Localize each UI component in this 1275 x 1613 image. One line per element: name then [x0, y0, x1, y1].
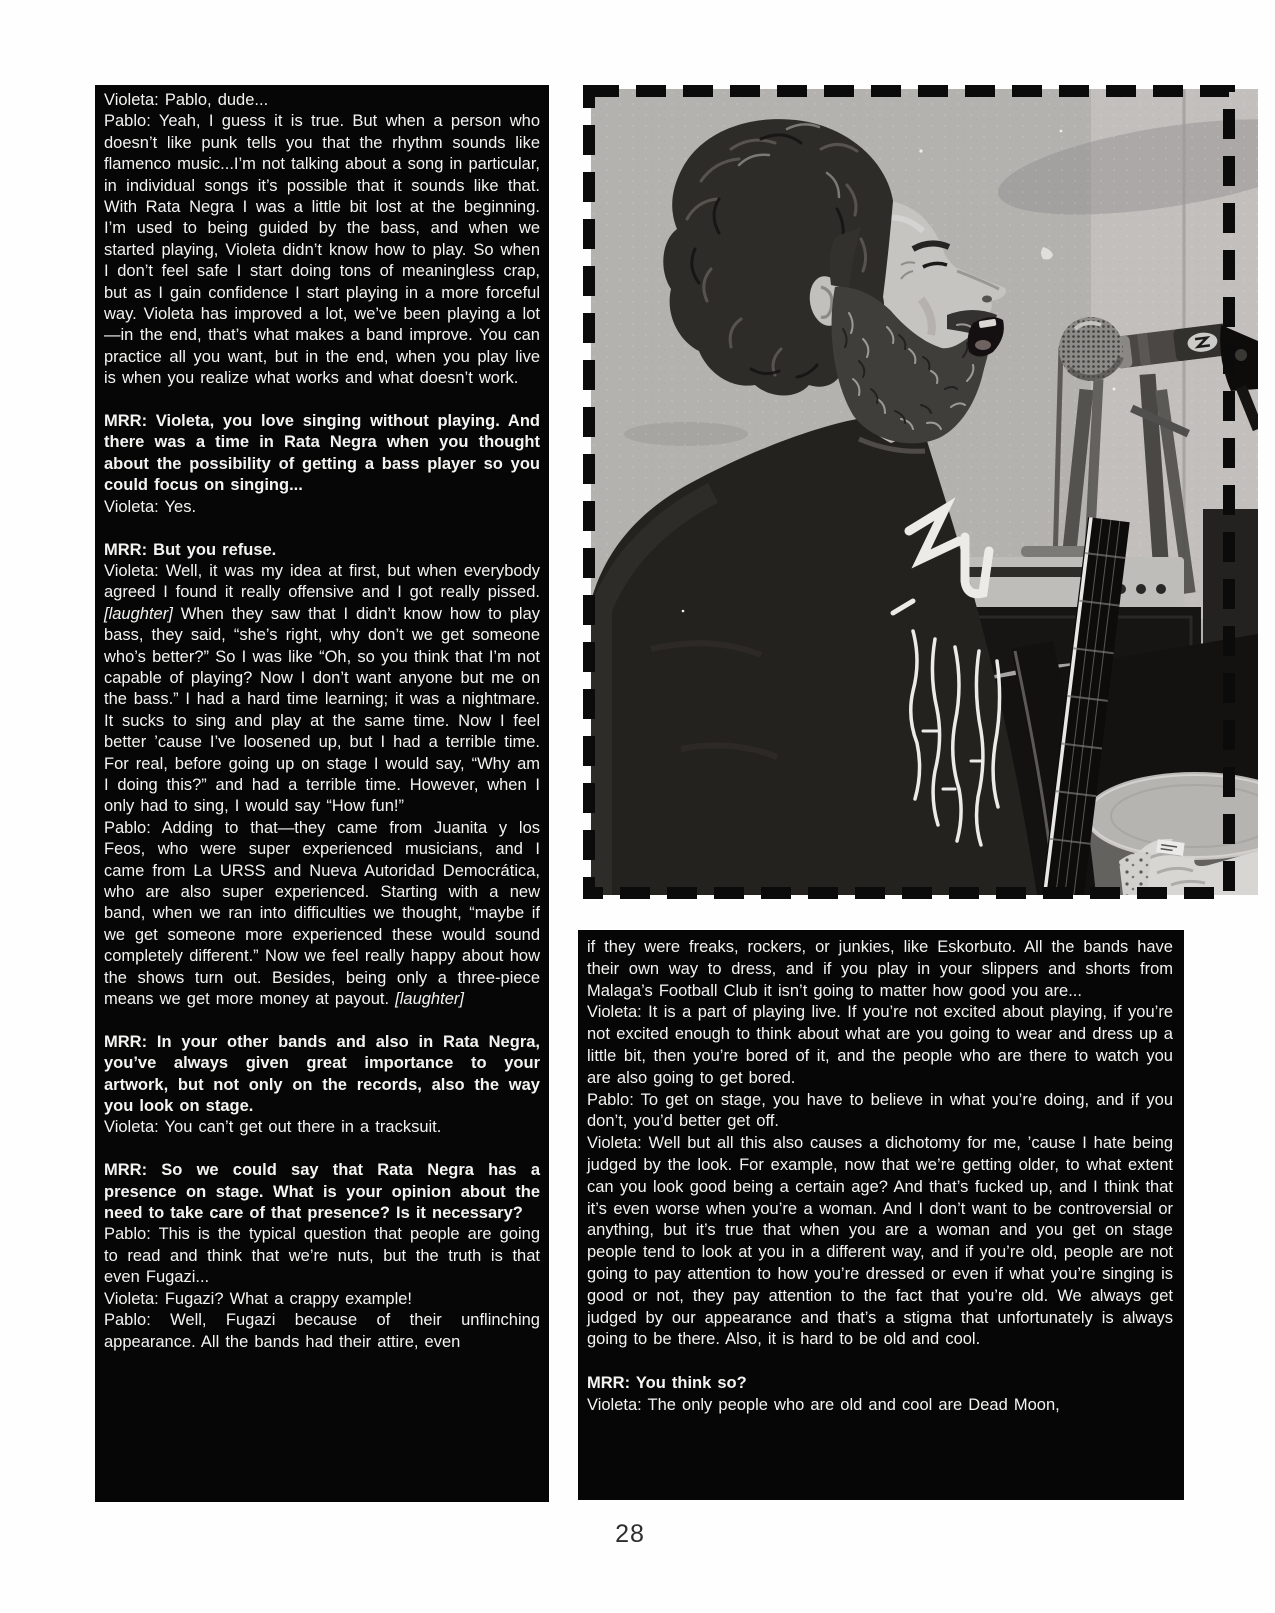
- band-photo-illustration: [577, 79, 1258, 905]
- interviewer-question: MRR: In your other bands and also in Rata Negra, you’ve always given great importance to your artwork, but not only on the records, also the way you look on stage.: [104, 1032, 540, 1116]
- interview-answer: Pablo: This is the typical question that people are going to read and think that we’re nuts, but the truth is that even Fugazi...: [104, 1225, 540, 1287]
- paragraph-gap: [587, 1351, 1173, 1373]
- interview-answer: Violeta: Pablo, dude...: [104, 91, 269, 109]
- interviewer-question: MRR: But you refuse.: [104, 540, 277, 559]
- laughter-note: [laughter]: [395, 990, 464, 1009]
- paragraph-gap: [104, 1010, 540, 1031]
- laughter-note: [laughter]: [104, 604, 173, 623]
- interview-answer: Violeta: It is a part of playing live. If you’re not excited about playing, if you’re not excited enough to think about what are you going to wear and dress up a little bit, then you’re bored of it, and the people who are there to watch you are also going to get bored.: [587, 1003, 1173, 1087]
- interview-answer: Violeta: The only people who are old and cool are Dead Moon,: [587, 1395, 1060, 1414]
- interview-answer: Pablo: Well, Fugazi because of their unflinching appearance. All the bands had their attire, even: [104, 1311, 540, 1351]
- interview-answer: Violeta: You can’t get out there in a tracksuit.: [104, 1118, 442, 1137]
- interview-answer: Violeta: Well but all this also causes a dichotomy for me, ’cause I hate being judged by the look. For example, now that we’re getting older, to what extent can you look good being a certain age? And that’s fucked up, and I think that it’s even worse when you’re a woman. And I don’t want to be controversial or anything, but it’s true that when you are a woman and you get on stage people tend to look at you in a different way, and if you’re old, people are not going to pay attention to how you’re dressed or even if what you’re singing is good or not, they pay attention to the fact that you’re old. We always get judged by our appearance and that’s a stigma that unfortunately is always going to be there. Also, it is hard to be old and cool.: [587, 1134, 1173, 1349]
- interview-column-right: [578, 930, 1184, 1500]
- interview-answer: if they were freaks, rockers, or junkies, like Eskorbuto. All the bands have their own way to dress, and if you play in your slippers and shorts from Malaga’s Football Club it isn’t going to matter how good you are...: [587, 938, 1173, 1000]
- band-photo: [577, 79, 1258, 905]
- interview-answer: Violeta: Well, it was my idea at first, but when everybody agreed I found it really offensive and I got really pissed. [laughter] When they saw that I didn’t know how to play bass, they said, “she’s right, why don’t we get someone who’s better?” So I was like “Oh, so you think that I’m not capable of playing? Now I don’t want anyone but me on the bass.” I had a hard time learning; it was a nightmare. It sucks to sing and play at the same time. Now I feel better ’cause I’ve loosened up, but I had a terrible time. For real, before going up on stage I would say, “Why am I doing this?” and had a terrible time. However, when I only had to sing, I would say “How fun!”: [104, 561, 540, 816]
- nostril: [982, 296, 992, 303]
- paragraph-gap: [104, 518, 540, 539]
- paragraph-gap: [104, 1139, 540, 1160]
- interview-answer: Pablo: To get on stage, you have to believe in what you’re doing, and if you don’t, you’d better get off.: [587, 1090, 1173, 1131]
- interview-answer: Pablo: Yeah, I guess it is true. But when a person who doesn’t like punk tells you that the rhythm sounds like flamenco music...I’m not talking about a song in particular, in individual songs it’s possible that it sounds like that. With Rata Negra I was a little bit lost at the beginning. I’m used to being guided by the bass, and when we started playing, Violeta didn’t know how to play. So when I don’t feel safe I start doing tons of meaningless crap, but as I gain confidence I start playing in a more forceful way. Violeta has improved a lot, we’ve been playing a lot—in the end, that’s what makes a band improve. You can practice all you want, but in the end, when you play live is when you realize what works and what doesn’t work.: [104, 112, 540, 388]
- paragraph-gap: [104, 390, 540, 411]
- page-number: 28: [615, 1520, 645, 1548]
- interview-column-left: [95, 85, 549, 1502]
- interviewer-question: MRR: Violeta, you love singing without playing. And there was a time in Rata Negra when you thought about the possibility of getting a bass player so you could focus on singing...: [104, 412, 540, 495]
- interviewer-question: MRR: You think so?: [587, 1373, 747, 1392]
- interview-answer: Violeta: Yes.: [104, 497, 197, 516]
- interview-answer: Pablo: Adding to that—they came from Juanita y los Feos, who were super experienced musicians, and I came from La URSS and Nueva Autoridad Democrática, who are also super experienced. Starting with a new band, when we ran into difficulties we thought, “maybe if we get someone more experienced these would sound completely different.” Now we feel really happy about how the shows turn out. Besides, being only a three-piece means we get more money at payout. [laughter]: [104, 818, 540, 1009]
- interviewer-question: MRR: So we could say that Rata Negra has a presence on stage. What is your opinion about the need to take care of that presence? Is it necessary?: [104, 1161, 540, 1223]
- interview-answer: Violeta: Fugazi? What a crappy example!: [104, 1289, 413, 1308]
